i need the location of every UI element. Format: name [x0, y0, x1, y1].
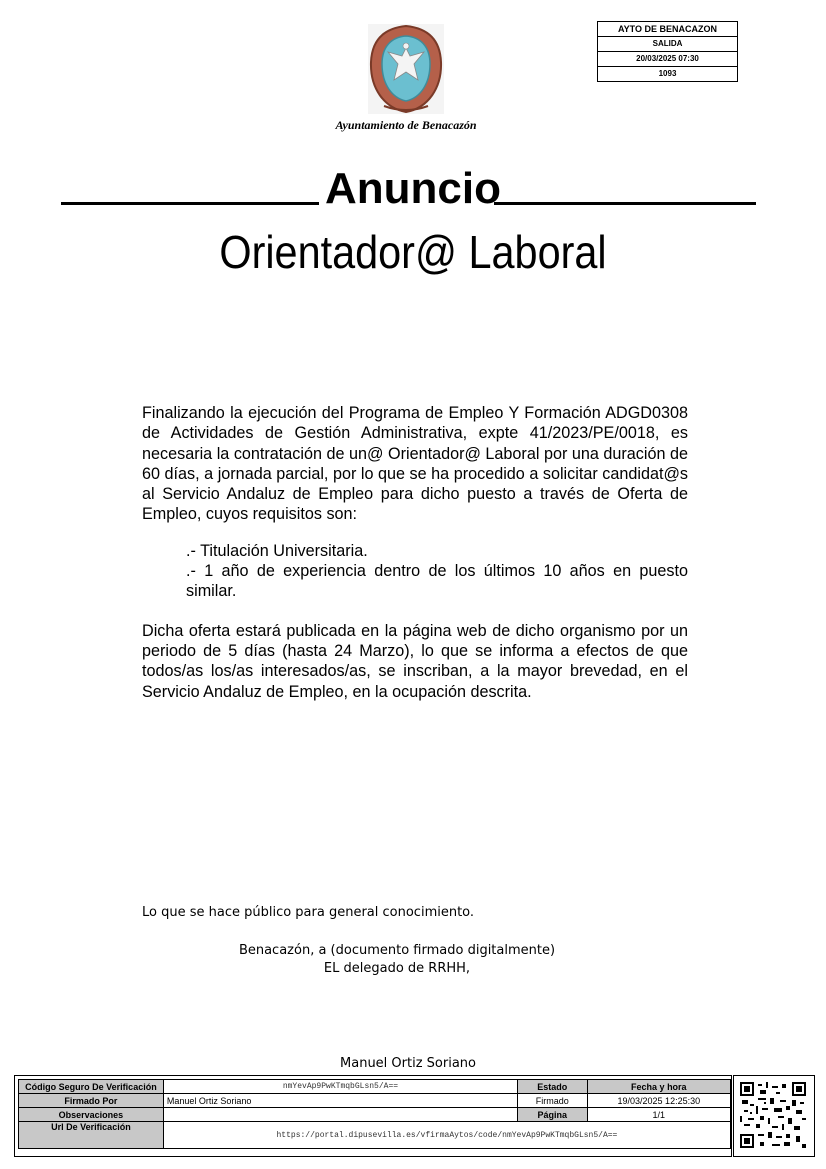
observaciones-value: [163, 1108, 517, 1122]
paragraph-offer: Dicha oferta estará publicada en la página web de dicho organismo por un periodo de 5 días (hasta 24 Marzo), lo que se informa a efectos de que todos/as los/as interesados/as, se inscriban, a la mayor brevedad, en el Servicio Andaluz de Empleo, en la ocupación descrita.: [142, 621, 688, 701]
organization-name: Ayuntamiento de Benacazón: [335, 118, 477, 132]
firmado-label: Firmado Por: [19, 1094, 164, 1108]
closing-line: Lo que se hace público para general conocimiento.: [142, 905, 475, 920]
pagina-value: 1/1: [587, 1108, 730, 1122]
signature-block: [150, 942, 644, 978]
pagina-label: Página: [518, 1108, 588, 1122]
observaciones-label: Observaciones: [19, 1108, 164, 1122]
delegate-line: EL delegado de RRHH,: [323, 961, 471, 976]
place-line: Benacazón, a (documento firmado digitalmente): [238, 943, 556, 958]
stamp-type: SALIDA: [598, 37, 737, 52]
csv-value: nmYevAp9PwKTmqbGLsn5/A==: [163, 1080, 517, 1094]
fecha-value: 19/03/2025 12:25:30: [587, 1094, 730, 1108]
estado-value: Firmado: [518, 1094, 588, 1108]
stamp-number: 1093: [658, 69, 677, 78]
page-title: Anuncio: [325, 164, 501, 213]
stamp-datetime: 20/03/2025 07:30: [598, 52, 737, 67]
stamp-office: AYTO DE BENACAZON: [598, 22, 737, 37]
announcement-body: [142, 403, 688, 702]
page-subtitle: Orientador@ Laboral: [219, 226, 607, 278]
url-value[interactable]: https://portal.dipusevilla.es/vfirmaAytos/code/nmYevAp9PwKTmqbGLsn5/A==: [163, 1122, 730, 1149]
qr-box: [733, 1075, 815, 1157]
verification-table: [18, 1079, 731, 1149]
coat-of-arms-icon: [366, 22, 446, 116]
url-label: Url De Verificación: [19, 1122, 164, 1149]
requirement-item: .- 1 año de experiencia dentro de los últimos 10 años en puesto similar.: [186, 562, 688, 601]
verification-box: [14, 1075, 732, 1157]
qr-code-icon[interactable]: [740, 1082, 806, 1148]
paragraph-intro: Finalizando la ejecución del Programa de Empleo Y Formación ADGD0308 de Actividades de Gestión Administrativa, expte 41/2023/PE/0018, es necesaria la contratación de un@ Orientador@ Laboral por una duración de 60 días, a jornada parcial, por lo que se ha procedido a solicitar candidat@s al Servicio Andaluz de Empleo para dicho puesto a través de Oferta de Empleo, cuyos requisitos son:: [142, 404, 688, 524]
fecha-label: Fecha y hora: [587, 1080, 730, 1094]
csv-label: Código Seguro De Verificación: [19, 1080, 164, 1094]
signer-name: Manuel Ortiz Soriano: [340, 1056, 476, 1071]
estado-label: Estado: [518, 1080, 588, 1094]
requirements-list: [186, 541, 688, 602]
firmado-value: Manuel Ortiz Soriano: [163, 1094, 517, 1108]
registry-stamp: [597, 21, 738, 82]
requirement-item: .- Titulación Universitaria.: [186, 541, 368, 560]
